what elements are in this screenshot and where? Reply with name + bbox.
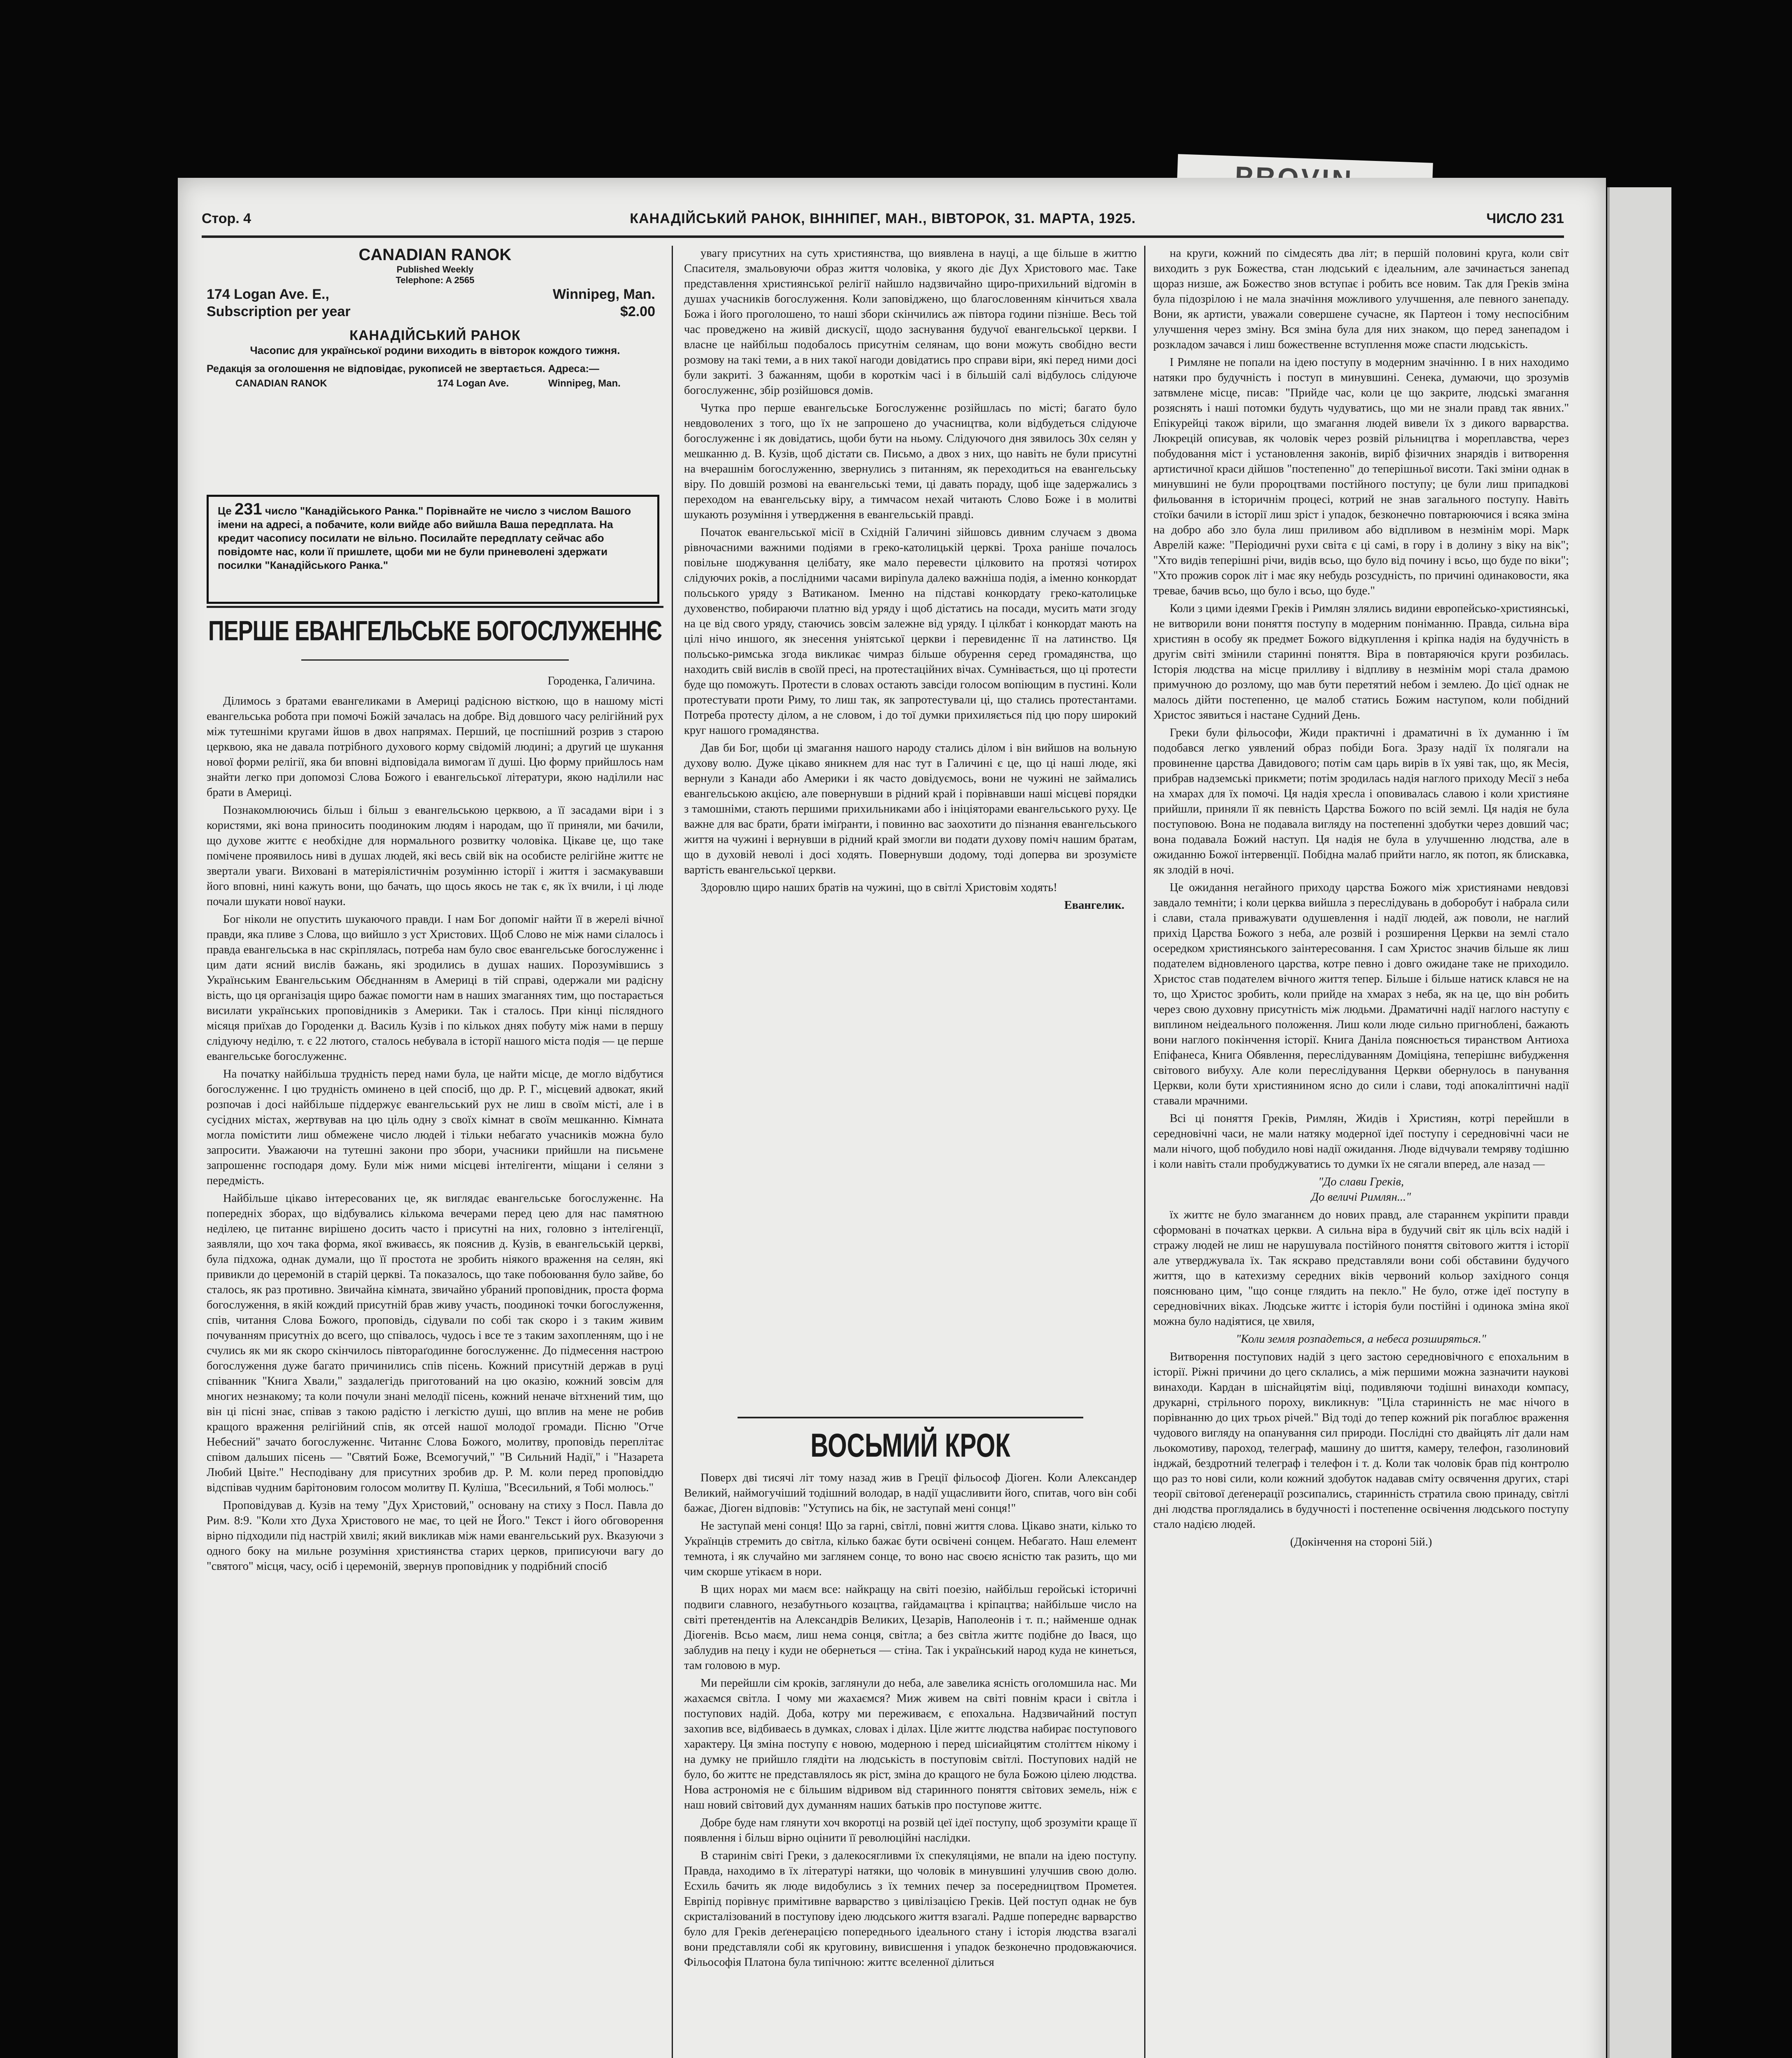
article1-paragraph: Ділимось з братами евангеликами в Америці радісною вісткою, що в нашому місті евангельська робота при помочі Божій зачалась на добре. Від довшого часу релігійний рух між тутешніми кругами йшов в двох напрямах. Перший, це поспішний розрив з старою церквою, яка не давала потрібного духового корму свідомій людині; а другий це шукання нової форми релігії, яка би вповні відповідала вимогам її душі. Цю форму прийшлось нам знайти легко при допомозі Слова Божого і евангельської літератури, якою наділили нас брати в Америці. xyxy=(207,695,663,799)
masthead-address: 174 Logan Ave. E., xyxy=(207,286,329,302)
notice-number: 231 xyxy=(235,500,262,518)
article1-paragraph: Чутка про перше евангельське Богослуженнє розійшлась по місті; багато було невдоволених з того, що їх не запрошено до учасництва, коли відбудеться слідуюче богослуженнє і як довідатись, щоби бути на ньому. Слідуючого дня зявилось 30х селян у мешканню д. В. Кузів, щоб дістати св. Письмо, а двох з них, що навіть не були присутні на вчерашнім богослуженню, звернулись з питанням, як переходиться на евангельську віру. По довшій розмові на евангельські теми, ці давать пораду, щоб іще задержались з переходом на евангельську віру, а тимчасом нехай читають Слово Боже і в молитві шукають розуміння і утвердження в евангельській правді. xyxy=(684,402,1137,521)
article1-paragraph: Найбільше цікаво інтересованих це, як виглядає евангельське богослуженнє. На попередніх зборах, що відбувались кількома вечерами перед цею для нас памятною неділею, це питаннє вирішено досить часто і присутні на них, головно з інтелігенції, заявляли, що хоч така форма, якої вживаєсь, як пояснив д. Кузів, в евангельській церкві, була підхожа, однак думали, що її простота не зробить ніякого враження на селян, які привикли до церемоній в старій церкві. Та показалось, що таке побоювання було зайве, бо сталось, як раз противно. Звичайна кімната, звичайно убраний проповідник, проста форма богослуження, в якій кождий присутній брав живу участь, поодинокі точки богослуження, спів, читання Слова Божого, проповідь, сідували по собі так скоро і з таким живим почуванням присутніх до всего, що співалось, чудось і все те з таким захопленням, що і не счулись як ми як скоро скінчилось півтораґодинне богослуженнє. До підмесення настрою богослуження дуже багато причинились спів пісень. Кожний присутній держав в руці співанник "Книга Хвали," заздалегідь приготований на цю оказію, кожний зовсім для многих незнакому; та коли почули знані мелодії пісень, кожний неначе вітхнений тим, що він ці пісні знає, співав з такою радістю і легкістю душі, що вплив на мене не робив кращого враження релігійний спів, як отсей нашої молодої громади. Пісню "Отче Небесний" зачато богослуженнє. Читаннє Слова Божого, молитву, проповідь переплітає співом дальших пісень — "Святий Боже, Всемогучий," "В Сильний Надії," і "Назарета Любий Цвіте." Несподівану для присутних зробив др. Р. М. коли перед проповіддю відспівав чудним барітоновим голосом молитву П. Куліша, "Всесильний, я Тобі молюсь." xyxy=(207,1192,663,1494)
article2-title: ВОСЬМИЙ КРОК xyxy=(810,1427,1010,1464)
article2-paragraph: Це ожидання негайного приходу царства Божого між християнами невдовзі завдало темніти; і коли церква вийшла з переслідувань в доборобут і набрала сили і слави, стала приважувати одушевлення і надії людей, аж поволи, не наглий прихід Царства Божого з неба, але розвій і розширення Церкви на землі стало осередком християнського заінтересовання. І сам Христос значив більше як лиш подателем відновленого царства, котре певно і довго ожидане таке не приходило. Христос став подателем вічного життя тепер. Більше і більше натиск клався не на то, що Христос зробить, коли прийде на хмарах з неба, як на це, що він робить через свою духовну присутність між людьми. Драматичні надії наглого наступу є виплином неідеального положення. Лиш коли люде сильно пригноблені, бажають вони наглого покінчення історії. Книга Даніла пояснюється тиранством Антиоха Епіфанеса, Книга Обявлення, переслідуванням Доміціяна, теперішнє вибудження світового вибуху. Але коли переслідування Церкви обернулось в панування Церкви, коли бути християнином ясно до сили і слави, тоді апокаліптичні надії ставали мрачними. xyxy=(1153,881,1569,1107)
subscription-price: $2.00 xyxy=(620,304,655,319)
column-3 xyxy=(1153,246,1569,1552)
article2-paragraph: Поверх дві тисячі літ тому назад жив в Греції фільософ Діоген. Коли Александер Великий, наймогучіший тодішний володар, в надії ущасливити його, спитав, чого він собі бажає, Діоген відповів: "Уступись на бік, не заступай мені сонця!" xyxy=(684,1471,1137,1515)
masthead-city: Winnipeg, Man. xyxy=(552,286,655,302)
article1-paragraph: Дав би Бог, щоби ці змагання нашого народу стались ділом і він вийшов на вольную духову волю. Дуже цікаво яникнем для нас тут в Галичині є це, що ці наші люде, які вернули з Канади або Америки і як часто довідуємось, вони не чужині не займались евангельською акцією, але повернувши в рідний край і порівнавши наші місцеві порядки з тамошніми, стають першими прихильниками або і ініціяторами евангельського руху. Це важне для вас брати, брати іміґранти, і повинно вас заохотити до пізнання евангельського життя на чужині і вернувши в рідний край змогли ви подати духову поміч нашим братам, що в духовій неволі і досі ходять. Повернувши додому, тоді доперва ви зрозумієте вартість евангельської церкви. xyxy=(684,742,1137,876)
address-name: CANADIAN RANOK xyxy=(235,378,327,389)
article2-paragraph: В старинім світі Греки, з далекосягливми їх спекуляціями, не впали на ідею поступу. Правда, находимо в їх літературі натяки, що чоловік в минувшині улучшив свою долю. Есхиль бачить як люде видобулись з їх темних печер за посередництвом Прометея. Евріпід порівнує примітивне варварство з цивілізацією Греків. Цей поступ однак не був скристалізований в поступову ідею людського життя взагалі. Радше попереднє варварство було для Греків деґенерацією попереднього ідеального стану і історія людства взагалі вони представляли собі як круговину, вивисшення і упадок безконечно продовжаючися. Фільософія Платона була типічною: життє вселенної ділиться xyxy=(684,1849,1137,1969)
article2-paragraph: Не заступай мені сонця! Що за гарні, світлі, повні життя слова. Цікаво знати, кілько то Українців стремить до світла, кілько бажає бути освічені сонцем. Небагато. Наш елемент темнота, і як случайно ми заглянем сонце, то воно нас своєю ясністю так разить, що ми чим скорше утікаєм в нори. xyxy=(684,1520,1137,1578)
article2-paragraph: їх життє не було змаганнєм до нових правд, але стараннєм укріпити правди сформовані в початках церкви. А сильна віра в будучий світ як ціль всіх надій і стражу людей не лиш не нарушувала постійного поняття світового життя і історії але утверджувала їх. Так яскраво представляли вони собі обставини будучого життя, що в катехизму середних віків червоний кольор західного сонця пояснювано цим, "що сонце глядить на пекло." Не було, отже ідеї поступу в середновічних віках. Людське життє і історія були постійні і одинока зміна якої можна було надіятися, це хвиля, xyxy=(1153,1208,1569,1328)
article2-paragraph: Греки були фільософи, Жиди практичні і драматичні в їх думанню і їм подобався легко уявлений образ побіди Бога. Зразу надії їх полягали на провиненне царства Давидового; потім сам царь вирів в їх уяві так, що, як Месія, прибрав надземські прикмети; потім зродилась надія наглого приходу Месії з неба на хмарах для їх помочі. Ця надія хресла і оповивалась славою і коли християне прийшли, приняли її як певність Царства Божого по всій землі. Ця надія не була поступовою. Вона не подавала вигляду на постепенні здобутки через довший час; вона подавала Божий наступ. Ця надія не була в улучшенню людства, але в ожиданню Божої інтервенції. Побідна малаб прийти нагло, як потоп, як блискавка, як злодій в ночі. xyxy=(1153,726,1569,876)
notice-text: число "Канадійського Ранка." Порівнайте не число з числом Вашого імени на адресі, а побачите, коли вийде або вийшла Ваша передплата. На кредит часопису посилати не вільно. Посилайте передплату сейчас або повідомте нас, коли її пришлете, щоби ми не були приневолені здержати посилки "Канадійського Ранка." xyxy=(218,505,631,571)
quote-line: "Коли земля розпадеться, а небеса розширяться." xyxy=(1236,1333,1487,1346)
article2-paragraph: Добре буде нам глянути хоч вкоротці на розвій цеї ідеї поступу, щоб зрозуміти краще її появлення і більш вірно оцінити її революційні наслідки. xyxy=(684,1816,1137,1844)
address-city: Winnipeg, Man. xyxy=(548,378,621,389)
article1-paragraph: Бог ніколи не опустить шукаючого правди. І нам Бог допоміг найти її в жерелі вічної правди, яка пливе з Слова, що вийшло з уст Христових. Щоб Слово не між нами сілалось і правда евангельська в нас скріплялась, потреба нам було своє евангельське богослуженнє і цим дати ясний вислів бажань, які зродились в душах наших. Порозумівшись з Українським Евангельським Обєднанням в Америці в тій справі, одержали ми радісну вість, що ця організація щиро бажає помогти нам в наших змаганнях тим, що постарається висилати українських проповідників з Америки. Так і сталось. При кінці післядного місяця приїхав до Городенки д. Василь Кузів і по кількох днях побуту між нами в першу слідуючу неділю, т. є 22 лютого, сталось небувала в історії нашого міста подія — це перше евангельське богослуженнє. xyxy=(207,913,663,1063)
article2-paragraph: І Римляне не попали на ідею поступу в модерним значінню. І в них находимо натяки про будучність і поступ в минувшині. Сенека, думаючи, що зрозумів затвмлене місце, писав: "Прийде час, коли це що закрите, людські змагання розяснять і наші потомки будуть чудуватись, що ми не знали правд так явних." Епікурейці також вірили, що змагання людей вивели їх з дикого варварства. Люкрецій описував, як чоловік через розвій рільництва і мореплавства, через побудовання міст і установлення законів, виріб фізичних знарядів і витворення артистичної краси дійшов "постепенно" до теперішньої висоти. Такі зміни однак в минувшині не були пророцтвами постійного поступу; це були лиш припадкові фильовання в історичнім процесі, котрий не знав загального поступу. Навіть стоїки бачили в історії лиш зріст і упадок, безконечно повтарюючися і всяка зміна на добро або зло була лиш приливом або відпливом в незмінім морі. Марк Аврелій каже: "Періодичні рухи світа є ці самі, в гору і в долину з віку на вік"; "Хто видів теперішні річи, видів всьо, що було від почину і всьо, що буде по віки"; "Хто прожив сорок літ і має яку небудь розсудність, по причині одинаковости, яка тревае, бачив всьо, що було і всьо, що буде." xyxy=(1153,356,1569,597)
masthead-name: CANADIAN RANOK xyxy=(358,246,512,264)
subscription-notice xyxy=(207,495,659,604)
page-header xyxy=(202,207,1564,238)
masthead-ukr-sub: Часопис для української родини виходить в вівторок кождого тижня. xyxy=(250,344,620,356)
masthead-telephone: Telephone: A 2565 xyxy=(396,275,475,285)
issue-number: ЧИСЛО 231 xyxy=(1486,211,1564,226)
article-separator xyxy=(738,1417,1083,1418)
running-title: КАНАДІЙСЬКИЙ РАНОК, ВІННІПЕГ, МАН., ВІВТОРОК, 31. МАРТА, 1925. xyxy=(630,211,1136,226)
article2-paragraph: на круги, кожний по сімдесять два літ; в першій половині круга, коли світ виходить з рук Божества, стан людський є ідеальним, але зачинається занепад щораз низше, аж Божество знов вступає і робить все новим. Так для Греків зміна була підозрілою і не мала значіння можливого улучшення, але певного занепаду. Вони, як артисти, уважали совершене сучасне, як Партеон і тому неспосібним улучшення через зміну. Вся зміна була для них знаком, що перед занепадом і розкладом зачався і лиш божественне вступлення може спасти людськість. xyxy=(1153,247,1569,351)
article1-paragraph: увагу присутних на суть християнства, що виявлена в науці, а ще більше в життю Спасителя, змальовуючи образ життя чоловіка, у якого діє Дух Христового має. Таке представлення християнської релігії найшло надзвичайно щиро-прихильний відгомін в душах учасників богослуження. Коли заповіджено, що благословенням кінчиться хвала Божа і його проголошено, то наші збори скінчились аж півтора години пізніше. Весь той час проведжено на живій дискусії, щодо заснування будучої евангельської церкви. І власне це найбільш подобалось присутнім селянам, що вони можуть свобідно вести розмову на такі теми, а в них такої нагоди довідатись про справи віри, які перед ними досі були закриті. З бажанням, щоби в короткім часі і в більшій салі відбулось слідуюче богослуженнє, збір розійшовся домів. xyxy=(684,247,1137,397)
article2-paragraph: Витворення поступових надій з цего застою середновічного є епохальним в історії. Ріжні причини до цего склались, а між першими можна зазначити наукові винаходи. Кардан в шіснайцятім віці, подивляючи тодішні винаходи компасу, друкарні, стрільного пороху, викликнув: "Ціла старинність не має нічого в порівнанню до цих трьох річей." Від тоді до тепер кожний рік погаблює враження чудового вигляду на опанування сил природи. Послідні сто двайцять літ дали нам льокомотиву, пароход, телеграф, машину до шиття, камеру, телефон, газолиновий інджай, бездротний телеграф і телефон і т. д. Коли так чоловік брав під контролю що раз то нові сили, коли кожний здобуток надавав сміту освячення других, старі теорії світової деґенерації розсипались, старинність стратила свою принаду, світлі дні людства проглядались в будучності і постепенне освічення людського поступу стало надією людей. xyxy=(1153,1350,1569,1531)
newspaper-page xyxy=(178,178,1606,2058)
article1-paragraph: Початок евангельської місії в Східній Галичині зійшовсь дивним случаєм з двома рівночасними важними подіями в греко-католицькій церкві. Троха раніше почалось повільне шоджування целібату, яке мало перевести цілковито на протязі чотирох слідуючих років, а послідними часами вирinула далеко важніша подія, а іменно конкордат польського уряду з Ватиканом. Іменно на підставі конкордату греко-католицьке духовенство, побираючи платню від уряду і щоб дістатись на посади, мусить мати згоду на це від свого уряду, стаючись зовсім залежне від уряду. І цілкбат і конкордат мають на цілі нічо иншого, як знесення уніятської церкви і перевиденнє її на латинство. Ця польсько-римська згода викликає чимраз більше обурення серед громадянства, що находить свій вислів в своїй пресі, на протестаційних вічах. Сумнівається, що ці протести буде що поможуть. Протести в словах остають завсіди голосом вопіющим в пустині. Коли протестувати проти Риму, то лиш так, як запротестували ці, що стались протестантами. Потреба протесту ділом, а не словом, і до тої думки прихиляється під цю пору широкий круг нашого громадянства. xyxy=(684,526,1137,737)
column-rule-1 xyxy=(672,246,673,2058)
article1-title: ПЕРШЕ ЕВАНГЕЛЬСЬКЕ БОГОСЛУЖЕННЄ xyxy=(208,615,662,647)
column-2 xyxy=(684,246,1137,913)
continuation-note: (Докінчення на стороні 5ій.) xyxy=(1290,1536,1432,1548)
masthead-subscription-row xyxy=(207,303,663,320)
poem-quote: "До слави Греків, До величі Римлян..." xyxy=(1311,1176,1411,1204)
article1-paragraph: Здоровлю щиро наших братів на чужині, що в світлі Христовім ходять! xyxy=(701,881,1057,894)
masthead-address-row xyxy=(207,286,663,303)
page-number: Стор. 4 xyxy=(202,211,251,226)
masthead-rule xyxy=(207,606,663,608)
article2-paragraph: Ми перейшли сім кроків, заглянули до неба, але завелика ясність оголомшила нас. Ми жахаємся світла. І чому ми жахаємся? Миж живем на світі повнім краси і світла і поступових надій. Доба, котру ми переживаєм, є епохальна. Надзвичайний поступ захопив все, відбиваесь в думках, словах і ділах. Ціле життє людства набирає поступового характеру. Ця зміна поступу є новою, модерною і перед шісиайцятим століттєм нікому і на думку не прийшло глядіти на людськість в поступовім світлі. Поступових надій не було, бо життє не представлялось як ріст, зміна до кращого не була Божою цілею людства. Нова астрономія не є більшим відривом від старинного поняття світових земель, ніж є наш новий світовий дух думанням наших батьків про поступове життє. xyxy=(684,1677,1137,1811)
article2-paragraph: Коли з цими ідеями Греків і Римлян злялись видини европейсько-християнські, не витворили вони поняття поступу в модерним поніманню. Правда, сильна віра християн в особу як предмет Божого відкуплення і кріпка надія на будучність в другім світі змінили старинні поняття. Віра в повтаряючіся круги розбилась. Історія людства на місце прилливу і відпливу в незмінім морі стала драмою примучною до розлому, що мав бути перетятий небом і землею. До цієї однак не малось дійти постепенно, це малоб статись Божим наступом, коли побідний Христос зявиться і настане Судний День. xyxy=(1153,602,1569,722)
column-rule-2 xyxy=(1144,246,1145,2058)
subscription-label: Subscription per year xyxy=(207,304,351,319)
masthead-ukr-name: КАНАДІЙСЬКИЙ РАНОК xyxy=(349,328,521,343)
article1-paragraph: На початку найбільша трудність перед нами була, це найти місце, де могло відбутися богослуженнє. І цю трудність оминено в цей спосіб, що др. Р. Г., місцевий адвокат, який розпочав і досі найбільше піддержує евангельський рух не лиш в своїм місті, але і в сусідних містах, жертвував на цю ціль одну з своїх кімнат в своїм мешканню. Кімната могла помістити лиш обмежене число людей і тільки небагато учасників можна було запросити. Уважаючи на тутешні закони про збори, учасники прийшли на письмене запрошеннє господаря дому. Були між ними місцеві інтелігенти, міщани і селяни з передмість. xyxy=(207,1068,663,1187)
article1-paragraph: Познакомлюючись більш і більш з евангельською церквою, а її засадами віри і з користями, які вона приносить поодиноким людям і народам, що її приняли, ми бачили, що духове життє є необхідне для нормального розвитку чоловіка. Цікаве це, що таке помічене проявилось ниві в душах людей, які весь свій вік на особисте релігійне життє не звертали уваги. Виховані в матеріялістичнім розумінню історії і життя і засмакувавши його вповні, нині кажуть вони, що бачать, що щось якось не так є, як їх вчили, і ці люде почали шукати нової науки. xyxy=(207,804,663,908)
masthead-published: Published Weekly xyxy=(396,264,474,275)
editorial-note: Редакція за оголошення не відповідає, рукописей не звертається. Адреса:— xyxy=(207,363,599,375)
article1-paragraph: Проповідував д. Кузів на тему "Дух Христовий," основану на стиху з Посл. Павла до Рим. 8:9. "Коли хто Духа Христового не має, то цей не Його." Текст і його обговорення вірно підходили під настрій хвилі; який викликав між нами евангельський рух. Вказуючи з одного боку на мильне розуміння християнства старих церков, приписуючи вагу до "святого" місця, часу, осіб і церемоній, звернув проповідник у подрібний спосіб xyxy=(207,1499,663,1573)
editorial-address xyxy=(207,378,663,392)
notice-lead: Це xyxy=(218,505,232,517)
column-1 xyxy=(207,672,663,1576)
address-street: 174 Logan Ave. xyxy=(437,378,509,389)
article1-signature: Евангелик. xyxy=(1064,899,1124,912)
article2-paragraph: В щих норах ми маєм все: найкращу на світі поезію, найбільш геройські історичні подвиги славного, незабутнього козацтва, гайдамацтва і кріпацтва; найбільше число на світі претендентів на Александрів Великих, Цезарів, Наполеонів і т. п.; найменше однак Діогенів. Всьо маєм, лиш нема сонця, світла; а без світла життє подібне до Івася, що заблудив на пецу і куди не обернеться — стіна. Так і український народ куда не кинеться, там головою в мур. xyxy=(684,1583,1137,1672)
article2-paragraph: Всі ці поняття Греків, Римлян, Жидів і Християн, котрі перейшли в середновічні часи, не мали натяку модерної ідеї поступу і середновічні часи не мали нічого, щоб побудило нові надії ожидання. Люде відчували темряву тодішню і коли навіть стали пробуджуватись то думки їх не сягали вперед, але назад — xyxy=(1153,1112,1569,1171)
adjacent-page-edge xyxy=(1607,187,1671,2058)
column-2-lower xyxy=(684,1470,1137,1972)
article1-dateline: Городенка, Галичина. xyxy=(547,675,655,687)
title-underline xyxy=(301,659,569,661)
